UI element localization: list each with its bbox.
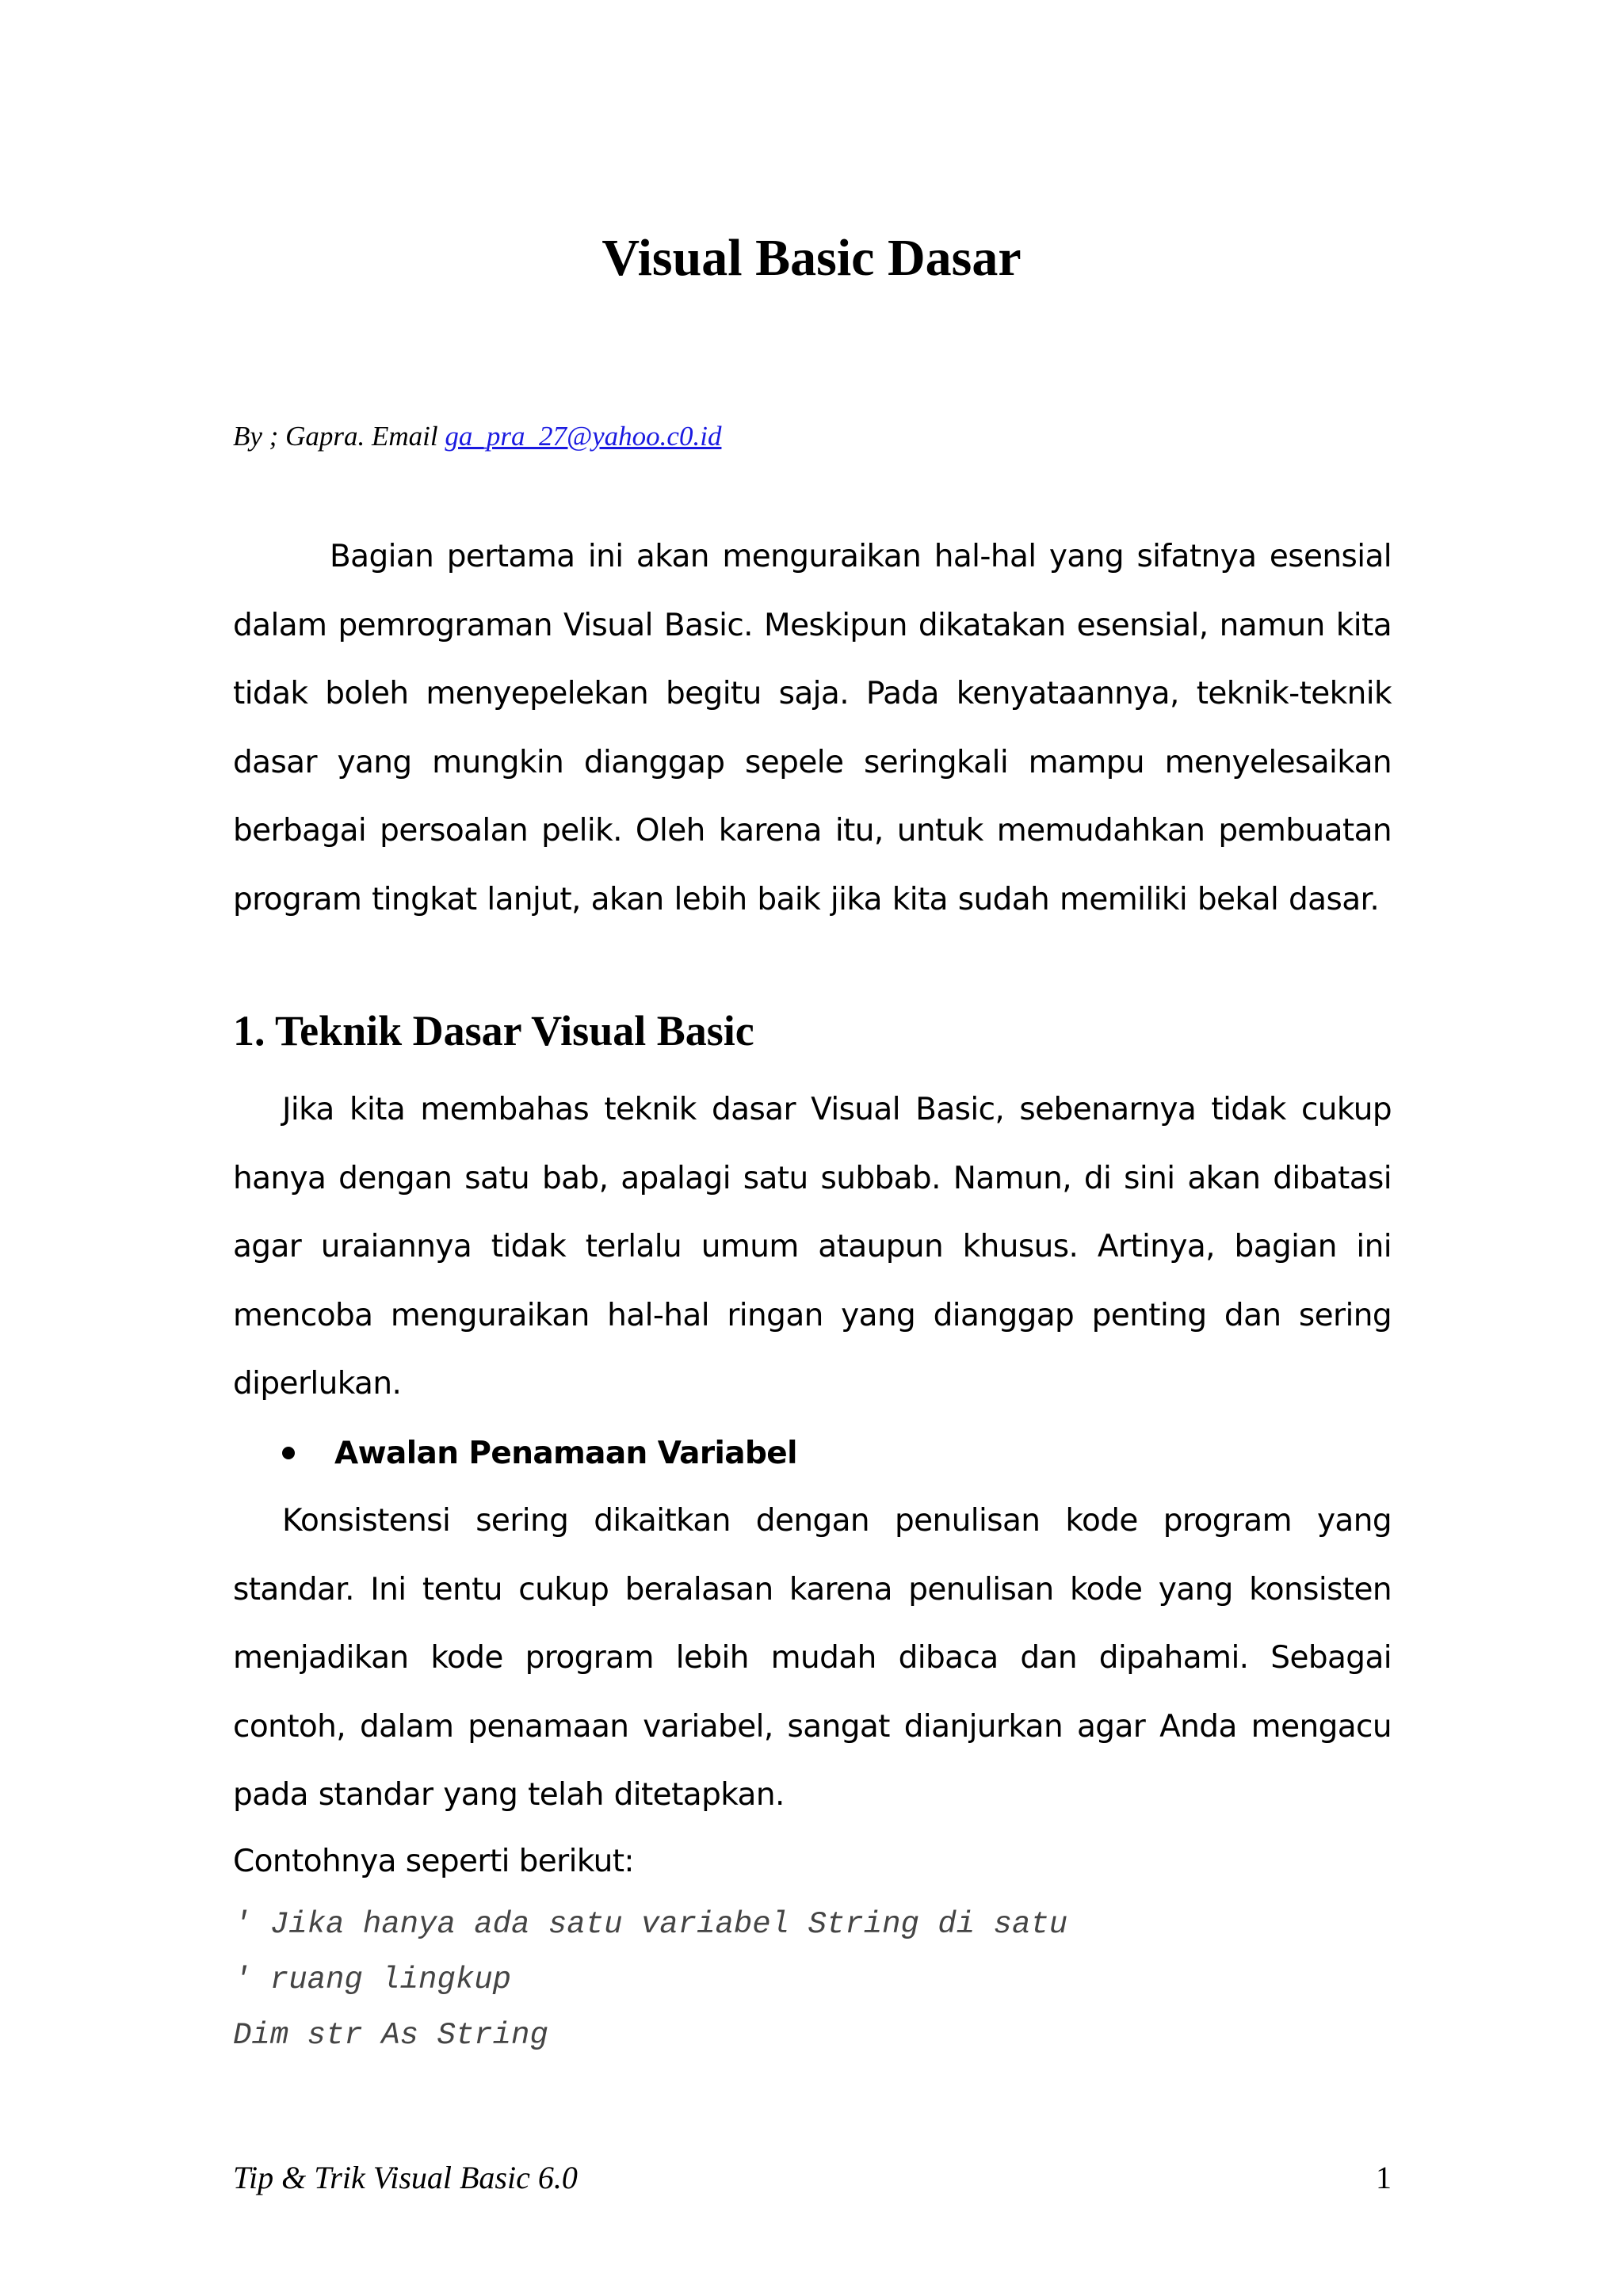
code-line: Dim str As String	[233, 2018, 548, 2053]
code-block	[233, 1897, 1067, 2063]
bullet-item	[282, 1422, 797, 1484]
author-byline	[233, 417, 721, 456]
code-line: ' ruang lingkup	[233, 1962, 512, 1997]
section-heading: 1. Teknik Dasar Visual Basic	[233, 1007, 754, 1055]
intro-paragraph: Bagian pertama ini akan menguraikan hal-hal yang sifatnya esensial dalam pemrograman Visual Basic. Meskipun dikatakan esensial, namun kita tidak boleh menyepelekan begitu saja. Pada kenyataannya, teknik-teknik dasar yang mungkin dianggap sepele seringkali mampu menyelesaikan berbagai persoalan pelik. Oleh karena itu, untuk memudahkan pembuatan program tingkat lanjut, akan lebih baik jika kita sudah memiliki bekal dasar.	[233, 539, 1392, 917]
section-paragraph: Jika kita membahas teknik dasar Visual Basic, sebenarnya tidak cukup hanya dengan satu bab, apalagi satu subbab. Namun, di sini akan dibatasi agar uraiannya tidak terlalu umum ataupun khusus. Artinya, bagian ini mencoba menguraikan hal-hal ringan yang dianggap penting dan sering diperlukan.	[233, 1092, 1392, 1402]
bullet-dot-icon	[282, 1447, 295, 1459]
code-line: ' Jika hanya ada satu variabel String di satu	[233, 1907, 1068, 1942]
footer-page-number: 1	[1376, 2160, 1392, 2195]
example-intro: Contohnya seperti berikut:	[233, 1844, 634, 1879]
byline-prefix: By ; Gapra. Email	[233, 421, 445, 452]
footer-book-title: Tip & Trik Visual Basic 6.0	[233, 2160, 578, 2195]
author-email-link[interactable]: ga_pra_27@yahoo.c0.id	[445, 421, 722, 452]
document-title: Visual Basic Dasar	[601, 229, 1022, 287]
bullet-paragraph: Konsistensi sering dikaitkan dengan penulisan kode program yang standar. Ini tentu cukup beralasan karena penulisan kode yang konsisten menjadikan kode program lebih mudah dibaca dan dipahami. Sebagai contoh, dalam penamaan variabel, sangat dianjurkan agar Anda mengacu pada standar yang telah ditetapkan.	[233, 1503, 1392, 1813]
bullet-label: Awalan Penamaan Variabel	[334, 1435, 797, 1471]
